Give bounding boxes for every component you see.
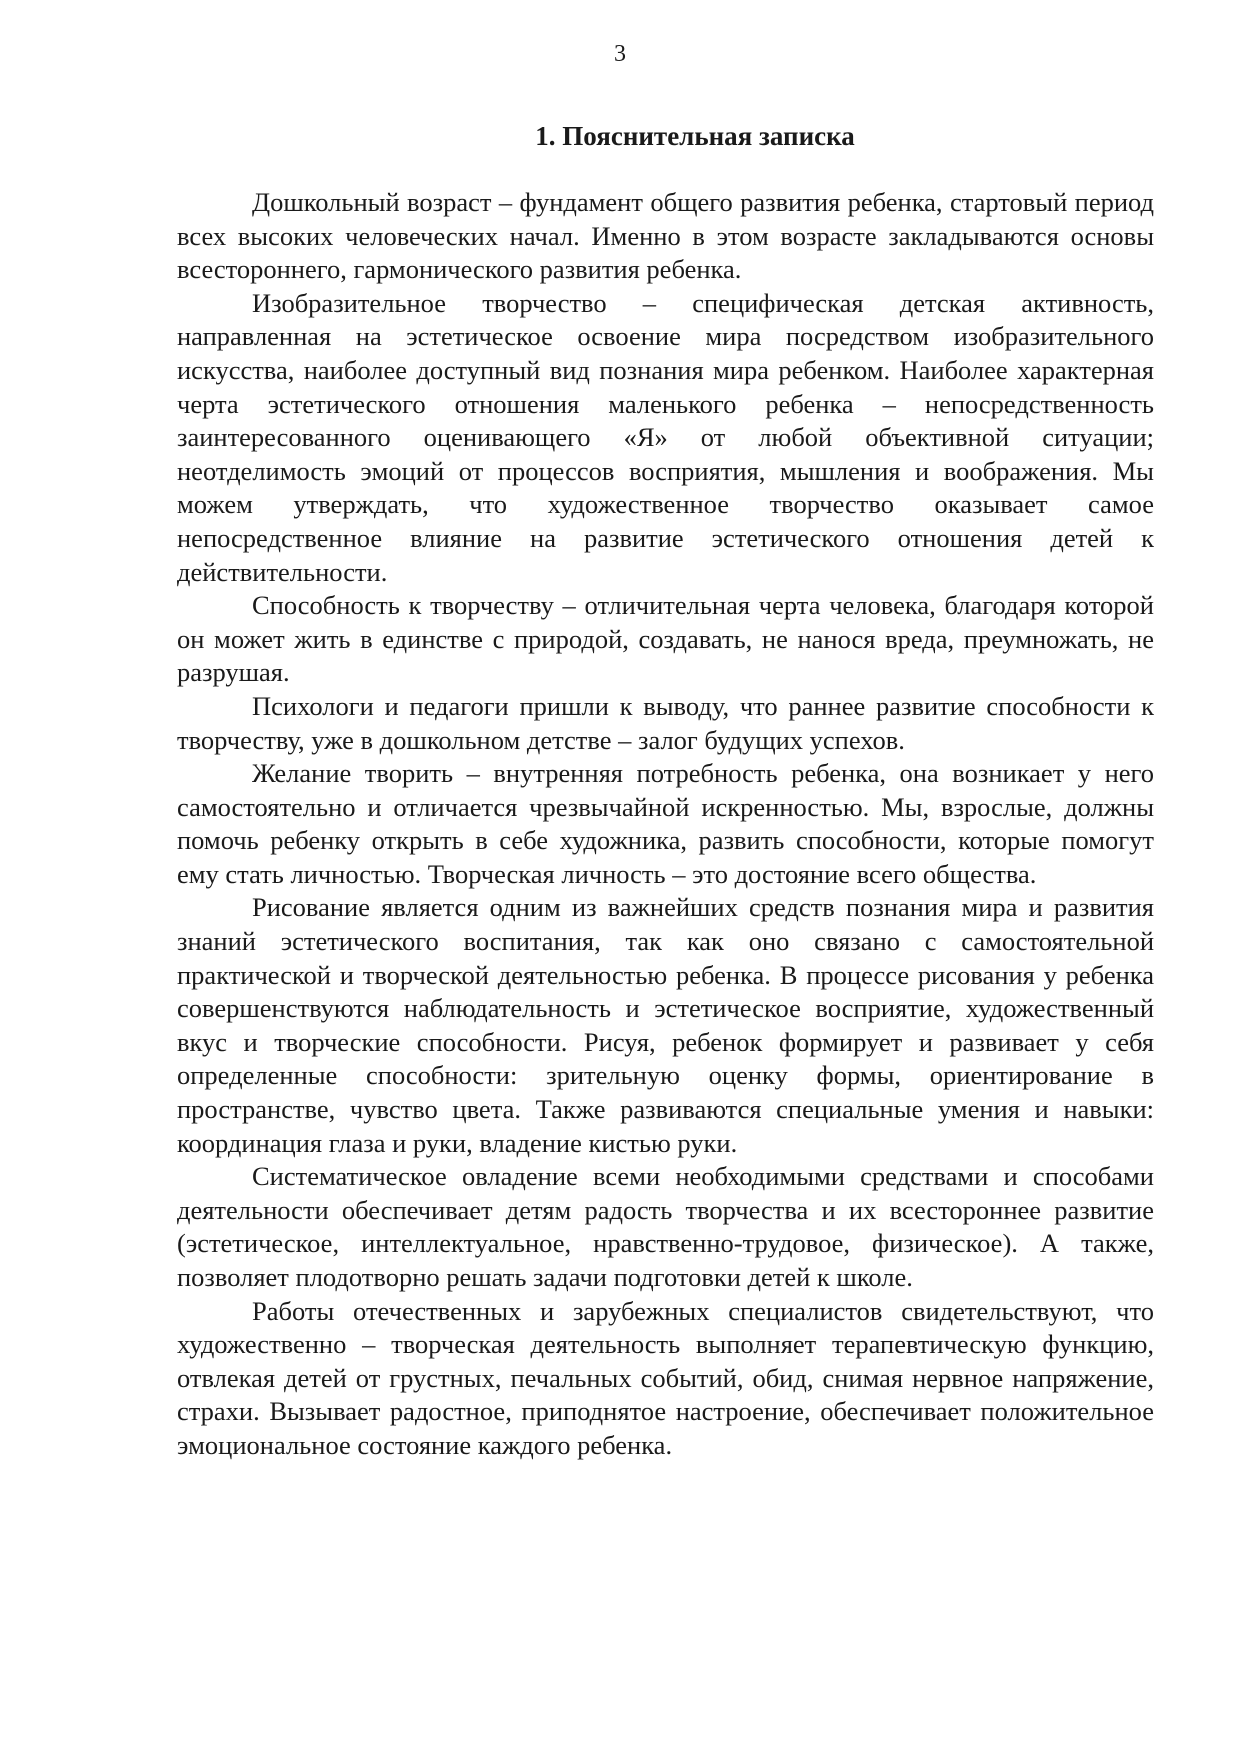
paragraph: Рисование является одним из важнейших средств познания мира и развития знаний эстетического воспитания, так как оно связано с самостоятельной практической и творческой деятельностью ребенка. В процессе рисования у ребенка совершенствуются наблюдательность и эстетическое восприятие, художественный вкус и творческие способности. Рисуя, ребенок формирует и развивает у себя определенные способности: зрительную оценку формы, ориентирование в пространстве, чувство цвета. Также развиваются специальные умения и навыки: координация глаза и руки, владение кистью руки.: [177, 892, 1154, 1158]
page-title: 1. Пояснительная записка: [535, 121, 855, 151]
paragraph: Изобразительное творчество – специфическая детская активность, направленная на эстетическое освоение мира посредством изобразительного искусства, наиболее доступный вид познания мира ребенком. Наиболее характерная черта эстетического отношения маленького ребенка – непосредственность заинтересованного оценивающего «Я» от любой объективной ситуации; неотделимость эмоций от процессов восприятия, мышления и воображения. Мы можем утверждать, что художественное творчество оказывает самое непосредственное влияние на развитие эстетического отношения детей к действительности.: [177, 287, 1154, 587]
paragraph: Систематическое овладение всеми необходимыми средствами и способами деятельности обеспечивает детям радость творчества и их всестороннее развитие (эстетическое, интеллектуальное, нравственно-трудовое, физическое). А также, позволяет плодотворно решать задачи подготовки детей к школе.: [177, 1161, 1154, 1292]
paragraph: Дошкольный возраст – фундамент общего развития ребенка, стартовый период всех высоких человеческих начал. Именно в этом возрасте закладываются основы всестороннего, гармонического развития ребенка.: [177, 187, 1154, 285]
page-number: 3: [614, 41, 626, 67]
document-body: [177, 186, 1154, 1463]
paragraph: Работы отечественных и зарубежных специалистов свидетельствуют, что художественно – творческая деятельность выполняет терапевтическую функцию, отвлекая детей от грустных, печальных событий, обид, снимая нервное напряжение, страхи. Вызывает радостное, приподнятое настроение, обеспечивает положительное эмоциональное состояние каждого ребенка.: [177, 1295, 1154, 1460]
paragraph: Психологи и педагоги пришли к выводу, что раннее развитие способности к творчеству, уже в дошкольном детстве – залог будущих успехов.: [177, 690, 1154, 755]
paragraph: Способность к творчеству – отличительная черта человека, благодаря которой он может жить в единстве с природой, создавать, не нанося вреда, преумножать, не разрушая.: [177, 590, 1154, 688]
paragraph: Желание творить – внутренняя потребность ребенка, она возникает у него самостоятельно и отличается чрезвычайной искренностью. Мы, взрослые, должны помочь ребенку открыть в себе художника, развить способности, которые помогут ему стать личностью. Творческая личность – это достояние всего общества.: [177, 758, 1154, 889]
